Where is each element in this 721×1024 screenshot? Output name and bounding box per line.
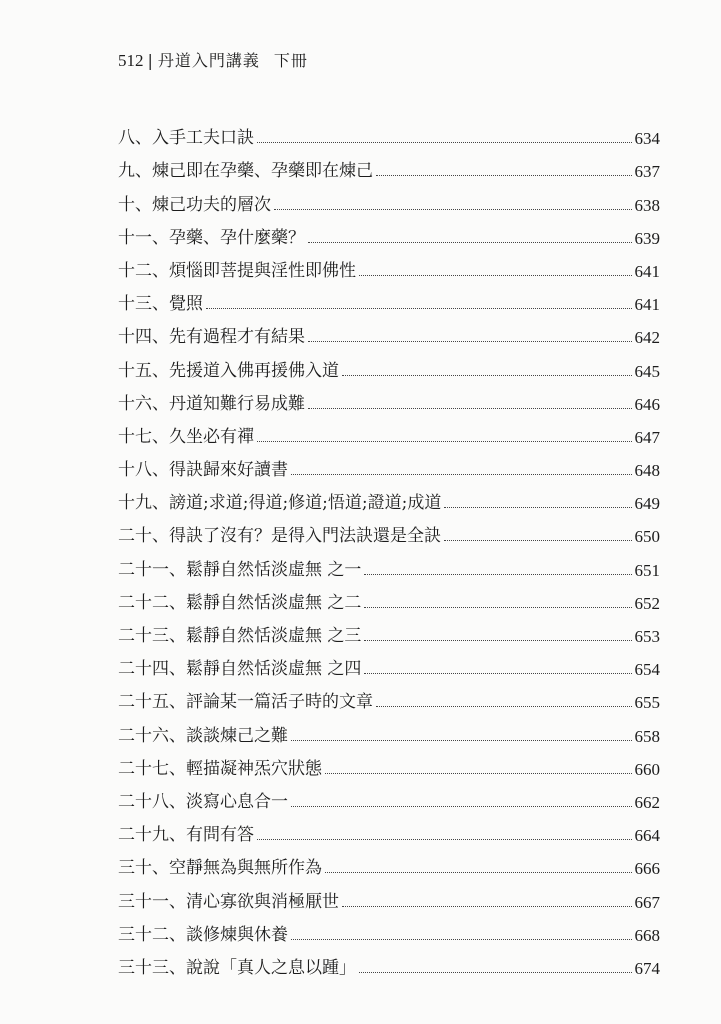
toc-entry-title: 八、入手工夫口訣 [118, 128, 254, 149]
toc-dot-leader [364, 607, 631, 608]
toc-entry-title: 二十一、鬆靜自然恬淡虛無 之一 [118, 559, 362, 580]
header-page-number: 512 [118, 51, 144, 70]
toc-entry [118, 413, 660, 446]
toc-dot-leader [291, 939, 632, 940]
toc-entry-title: 九、煉己即在孕藥、孕藥即在煉己 [118, 161, 373, 182]
toc-dot-leader [308, 341, 632, 342]
toc-entry [118, 512, 660, 545]
toc-entry-title: 二十九、有問有答 [118, 825, 254, 846]
toc-entry-title: 十二、煩惱即菩提與淫性即佛性 [118, 260, 356, 281]
toc-dot-leader [206, 308, 632, 309]
toc-dot-leader [444, 540, 632, 541]
toc-entry-title: 十一、孕藥、孕什麼藥？ [118, 227, 305, 248]
toc-entry-page-number: 648 [634, 461, 660, 481]
toc-entry-page-number: 638 [634, 195, 660, 215]
toc-entry [118, 280, 660, 313]
toc-dot-leader [308, 408, 632, 409]
toc-entry [118, 380, 660, 413]
table-of-contents [118, 114, 660, 977]
toc-entry-page-number: 674 [634, 958, 660, 978]
header-book-title: 丹道入門講義 [157, 51, 260, 70]
toc-dot-leader [342, 375, 632, 376]
toc-entry-page-number: 649 [634, 494, 660, 514]
toc-dot-leader [376, 175, 632, 176]
toc-entry-page-number: 637 [634, 162, 660, 182]
toc-entry-title: 三十一、清心寡欲與消極厭世 [118, 891, 339, 912]
toc-entry-page-number: 641 [634, 261, 660, 281]
toc-dot-leader [364, 640, 631, 641]
toc-entry-page-number: 647 [634, 427, 660, 447]
toc-entry [118, 180, 660, 213]
toc-entry-page-number: 653 [634, 627, 660, 646]
toc-entry [118, 844, 660, 877]
toc-entry-title: 十、煉己功夫的層次 [118, 194, 271, 215]
page-header [118, 48, 308, 71]
toc-entry-page-number: 634 [634, 129, 660, 149]
header-separator: | [147, 51, 154, 70]
toc-entry [118, 711, 660, 744]
toc-entry [118, 645, 660, 678]
toc-entry-title: 二十四、鬆靜自然恬淡虛無 之四 [118, 659, 362, 680]
toc-entry [118, 446, 660, 479]
toc-entry [118, 612, 660, 645]
toc-entry [118, 877, 660, 910]
toc-entry [118, 247, 660, 280]
toc-dot-leader [342, 906, 632, 907]
header-volume: 下冊 [273, 51, 308, 70]
toc-dot-leader [359, 972, 632, 973]
toc-entry-page-number: 668 [634, 925, 660, 945]
toc-entry-page-number: 646 [634, 394, 660, 414]
toc-entry [118, 214, 660, 247]
toc-entry [118, 346, 660, 379]
toc-entry-page-number: 666 [634, 859, 660, 879]
toc-entry [118, 811, 660, 844]
toc-dot-leader [274, 209, 632, 210]
toc-entry-title: 二十七、輕描凝神炁穴狀態 [118, 758, 322, 779]
toc-entry-title: 二十二、鬆靜自然恬淡虛無 之二 [118, 592, 362, 613]
toc-entry [118, 911, 660, 944]
toc-dot-leader [325, 773, 632, 774]
toc-entry [118, 479, 660, 512]
toc-entry-title: 十七、久坐必有禪 [118, 426, 254, 447]
toc-entry-title: 二十五、評論某一篇活子時的文章 [118, 692, 373, 713]
toc-dot-leader [376, 706, 632, 707]
toc-dot-leader [325, 872, 632, 873]
toc-entry-page-number: 642 [634, 328, 660, 348]
toc-dot-leader [257, 142, 632, 143]
toc-entry-title: 十四、先有過程才有結果 [118, 327, 305, 348]
toc-entry [118, 579, 660, 612]
toc-entry-page-number: 652 [634, 593, 660, 613]
toc-entry-title: 十五、先援道入佛再援佛入道 [118, 360, 339, 381]
toc-dot-leader [291, 740, 632, 741]
toc-entry-page-number: 667 [634, 892, 660, 912]
toc-entry [118, 778, 660, 811]
toc-entry-title: 二十三、鬆靜自然恬淡虛無 之三 [118, 626, 362, 646]
toc-entry-page-number: 664 [634, 826, 660, 846]
toc-dot-leader [364, 574, 631, 575]
toc-entry-title: 三十三、說說「真人之息以踵」 [118, 957, 356, 978]
toc-dot-leader [257, 839, 632, 840]
toc-dot-leader [364, 673, 631, 674]
toc-entry-title: 三十二、談修煉與休養 [118, 924, 288, 945]
toc-entry [118, 745, 660, 778]
toc-entry-page-number: 650 [634, 527, 660, 547]
toc-entry-page-number: 654 [634, 660, 660, 680]
toc-entry [118, 147, 660, 180]
toc-dot-leader [359, 275, 632, 276]
toc-dot-leader [444, 507, 631, 508]
toc-entry-page-number: 639 [634, 228, 660, 248]
toc-entry [118, 313, 660, 346]
toc-dot-leader [291, 474, 632, 475]
toc-dot-leader [257, 441, 632, 442]
toc-entry [118, 545, 660, 578]
toc-entry [118, 114, 660, 147]
toc-entry-page-number: 641 [634, 295, 660, 315]
toc-dot-leader [291, 806, 632, 807]
toc-entry-title: 十六、丹道知難行易成難 [118, 393, 305, 414]
toc-entry-page-number: 660 [634, 759, 660, 779]
toc-entry-page-number: 645 [634, 361, 660, 381]
toc-entry [118, 678, 660, 711]
toc-dot-leader [308, 242, 632, 243]
toc-entry-page-number: 651 [634, 560, 660, 580]
toc-entry-page-number: 658 [634, 726, 660, 746]
toc-entry-title: 二十八、淡寫心息合一 [118, 791, 288, 812]
toc-entry-title: 十八、得訣歸來好讀書 [118, 460, 288, 481]
toc-entry-title: 十三、覺照 [118, 294, 203, 315]
toc-entry-title: 二十、得訣了沒有？是得入門法訣還是全訣 [118, 526, 441, 547]
toc-entry-title: 三十、空靜無為與無所作為 [118, 858, 322, 879]
toc-entry-title: 十九、謗道;求道;得道;修道;悟道;證道;成道 [118, 493, 442, 514]
toc-entry-page-number: 655 [634, 693, 660, 713]
toc-entry [118, 944, 660, 977]
toc-entry-title: 二十六、談談煉己之難 [118, 725, 288, 746]
toc-entry-page-number: 662 [634, 792, 660, 812]
